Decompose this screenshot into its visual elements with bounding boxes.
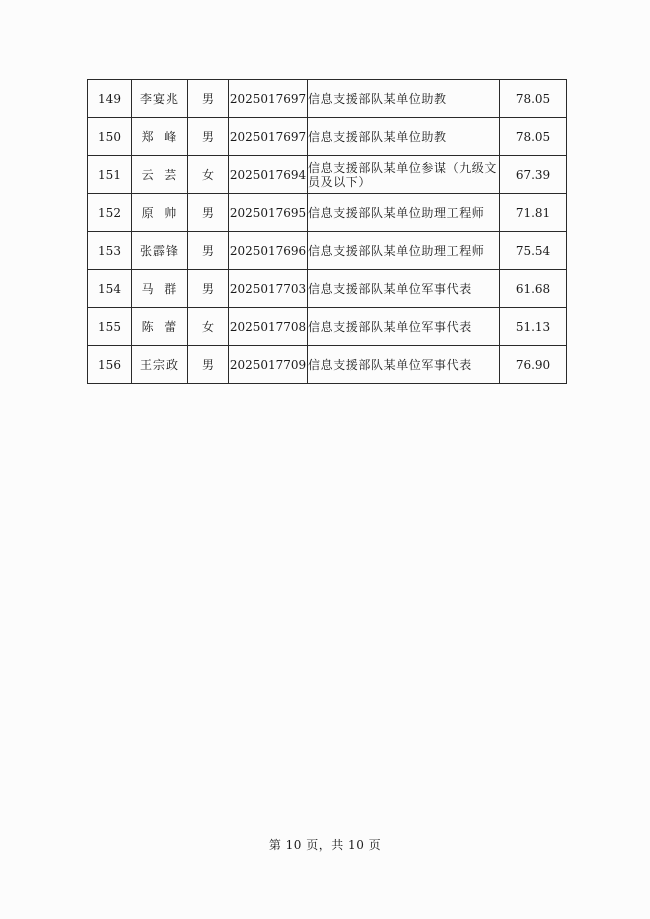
name-cell: 原 帅 [132, 194, 188, 232]
candidate-id-cell: 2025017697 [229, 80, 308, 118]
name-cell: 王宗政 [132, 346, 188, 384]
name-cell: 陈 蕾 [132, 308, 188, 346]
gender-cell: 男 [188, 346, 229, 384]
score-cell: 78.05 [500, 118, 567, 156]
table-row [88, 270, 567, 308]
table-row [88, 232, 567, 270]
name-cell: 云 芸 [132, 156, 188, 194]
candidate-id-cell: 2025017697 [229, 118, 308, 156]
position-cell: 信息支援部队某单位军事代表 [308, 346, 500, 384]
position-cell: 信息支援部队某单位军事代表 [308, 270, 500, 308]
score-cell: 61.68 [500, 270, 567, 308]
position-cell: 信息支援部队某单位助理工程师 [308, 232, 500, 270]
row-number-cell: 149 [88, 80, 132, 118]
position-cell: 信息支援部队某单位助理工程师 [308, 194, 500, 232]
row-number-cell: 155 [88, 308, 132, 346]
score-cell: 75.54 [500, 232, 567, 270]
score-cell: 71.81 [500, 194, 567, 232]
position-cell: 信息支援部队某单位参谋（九级文员及以下） [308, 156, 500, 194]
gender-cell: 男 [188, 194, 229, 232]
row-number-cell: 150 [88, 118, 132, 156]
gender-cell: 男 [188, 118, 229, 156]
candidate-id-cell: 2025017695 [229, 194, 308, 232]
gender-cell: 男 [188, 270, 229, 308]
row-number-cell: 156 [88, 346, 132, 384]
table-row [88, 156, 567, 194]
table-row [88, 346, 567, 384]
page-number-label: 第 10 页，共 10 页 [268, 838, 382, 852]
name-cell: 李宴兆 [132, 80, 188, 118]
row-number-cell: 151 [88, 156, 132, 194]
score-cell: 76.90 [500, 346, 567, 384]
candidate-id-cell: 2025017696 [229, 232, 308, 270]
table-row [88, 118, 567, 156]
table-row [88, 308, 567, 346]
gender-cell: 女 [188, 308, 229, 346]
name-cell: 马 群 [132, 270, 188, 308]
candidate-id-cell: 2025017694 [229, 156, 308, 194]
gender-cell: 男 [188, 232, 229, 270]
score-cell: 67.39 [500, 156, 567, 194]
position-cell: 信息支援部队某单位助教 [308, 118, 500, 156]
candidate-id-cell: 2025017703 [229, 270, 308, 308]
page-footer [0, 836, 650, 853]
row-number-cell: 152 [88, 194, 132, 232]
table-row [88, 194, 567, 232]
score-cell: 51.13 [500, 308, 567, 346]
table-row [88, 80, 567, 118]
candidate-id-cell: 2025017709 [229, 346, 308, 384]
row-number-cell: 153 [88, 232, 132, 270]
name-cell: 张霹锋 [132, 232, 188, 270]
gender-cell: 男 [188, 80, 229, 118]
candidate-id-cell: 2025017708 [229, 308, 308, 346]
gender-cell: 女 [188, 156, 229, 194]
results-table-body [88, 80, 567, 384]
row-number-cell: 154 [88, 270, 132, 308]
position-cell: 信息支援部队某单位助教 [308, 80, 500, 118]
name-cell: 郑 峰 [132, 118, 188, 156]
score-cell: 78.05 [500, 80, 567, 118]
results-table [87, 79, 567, 384]
position-cell: 信息支援部队某单位军事代表 [308, 308, 500, 346]
